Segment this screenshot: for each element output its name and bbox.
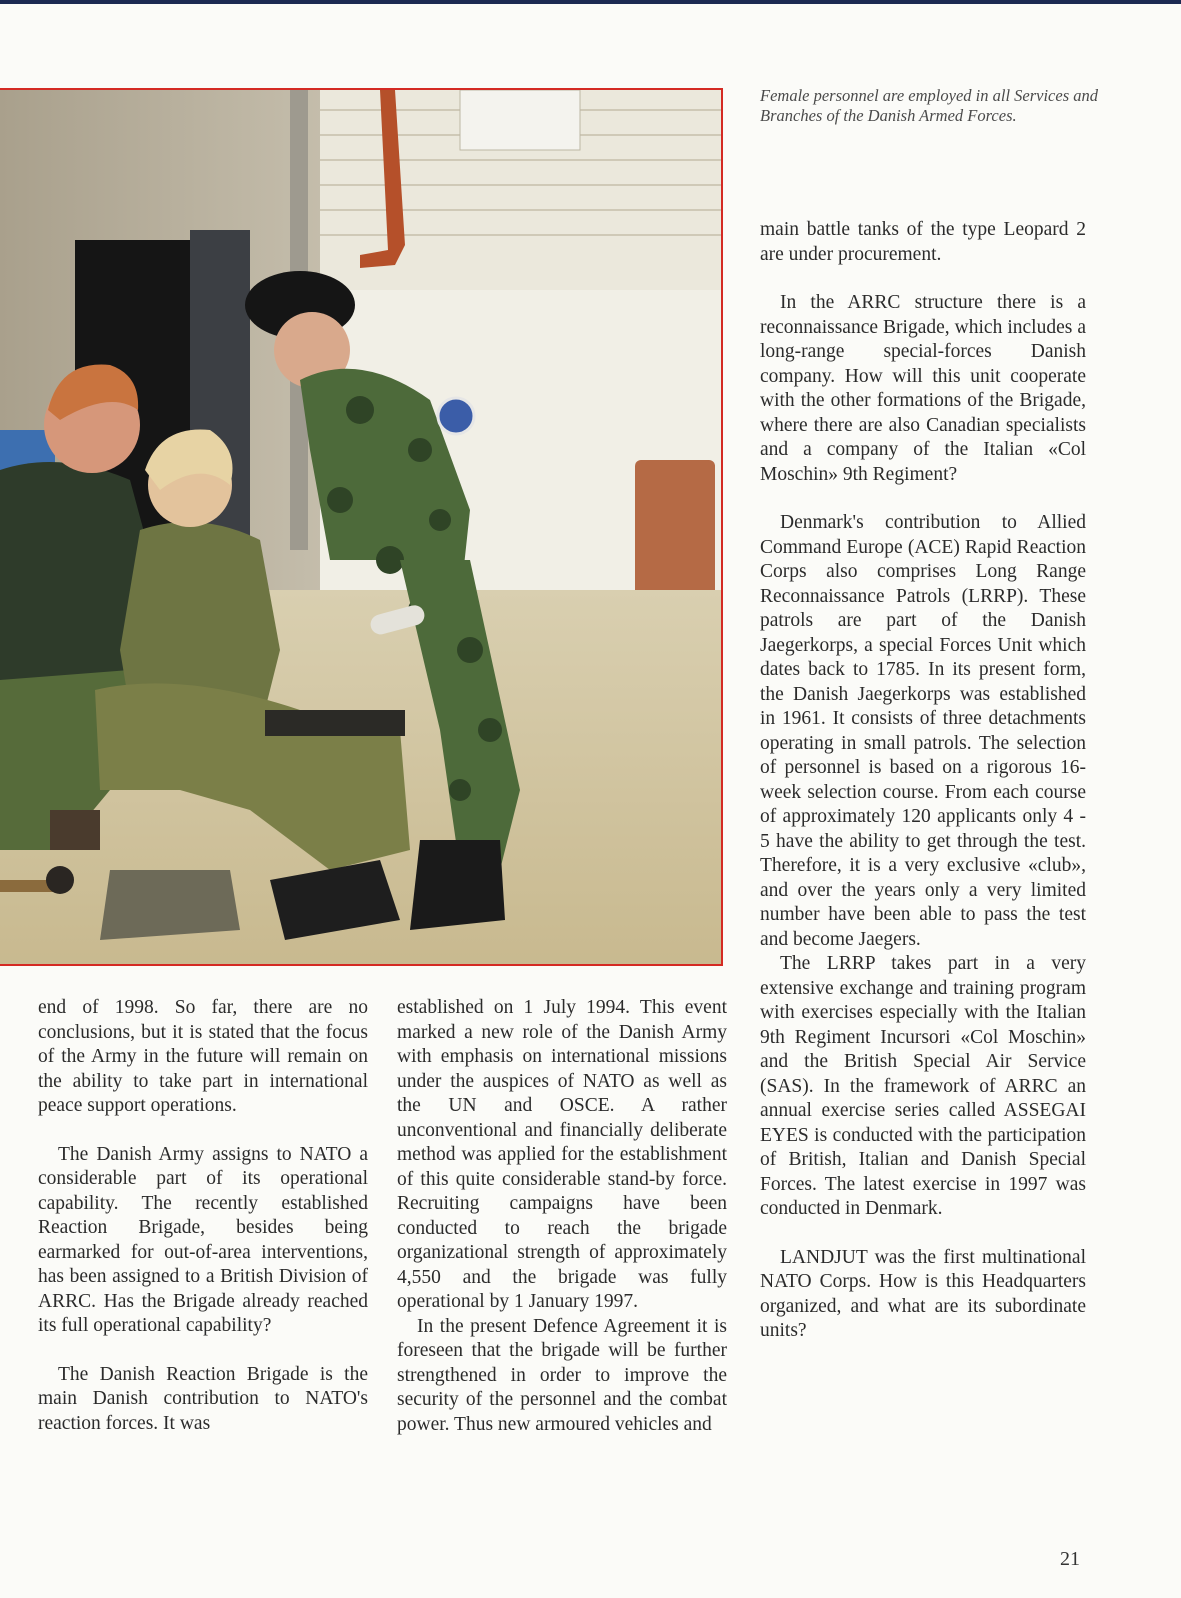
paragraph: The Danish Reaction Brigade is the main Danish contribution to NATO's reaction forces. It was [38,1363,368,1434]
paragraph: In the ARRC structure there is a reconnaissance Brigade, which includes a long-range special-forces Danish company. How will this unit cooperate with the other formations of the Brigade, where there are also Canadian specialists and a company of the Italian «Col Moschin» 9th Regiment? [760,292,1086,485]
text-column-2 [397,996,727,1437]
paragraph: In the present Defence Agreement it is foreseen that the brigade will be further strengthened in order to improve the security of the personnel and the combat power. Thus new armoured vehicles and [397,1315,727,1435]
text-column-1 [38,996,368,1436]
top-rule [0,0,1181,4]
text-column-3 [760,218,1086,1344]
paragraph: The LRRP takes part in a very extensive exchange and training program with exercises especially with the Italian 9th Regiment Incursori «Col Moschin» and the British Special Air Service (SAS). In the framework of ARRC an annual exercise series called ASSEGAI EYES is conducted with the participation of British, Italian and Danish Special Forces. The latest exercise in 1997 was conducted in Denmark. [760,953,1086,1219]
paragraph: established on 1 July 1994. This event marked a new role of the Danish Army with emphasis on international missions under the auspices of NATO as well as the UN and OSCE. A rather unconventional and financially deliberate method was applied for the establishment of this quite considerable stand-by force. Recruiting campaigns have been conducted to reach the brigade organizational strength of approximately 4,550 and the brigade was fully operational by 1 January 1997. [397,997,727,1312]
paragraph: main battle tanks of the type Leopard 2 are under procurement. [760,219,1086,265]
photo-frame [0,88,723,966]
page-number: 21 [1060,1548,1080,1570]
paragraph: end of 1998. So far, there are no conclusions, but it is stated that the focus of the Army in the future will remain on the ability to take part in international peace support operations. [38,997,368,1116]
paragraph: LANDJUT was the first multinational NATO Corps. How is this Headquarters organized, and what are its subordinate units? [760,1246,1086,1341]
photo-soldiers-icon [0,90,723,966]
paragraph: The Danish Army assigns to NATO a considerable part of its operational capability. The recently established Reaction Brigade, besides being earmarked for out-of-area interventions, has been assigned to a British Division of ARRC. Has the Brigade already reached its full operational capability? [38,1143,368,1336]
paragraph: Denmark's contribution to Allied Command Europe (ACE) Rapid Reaction Corps also comprises Long Range Reconnaissance Patrols (LRRP). These patrols are part of the Danish Jaegerkorps, a special Forces Unit which dates back to 1785. In its present form, the Danish Jaegerkorps was established in 1961. It consists of three detachments operating in small patrols. The selection of personnel is based on a rigorous 16-week selection course. From each course of approximately 120 applicants only 4 - 5 have the ability to get through the test. Therefore, it is a very exclusive «club», and over the years only a very limited number have been able to pass the test and become Jaegers. [760,512,1086,950]
photo-caption: Female personnel are employed in all Services and Branches of the Danish Armed Forces. [760,86,1099,125]
